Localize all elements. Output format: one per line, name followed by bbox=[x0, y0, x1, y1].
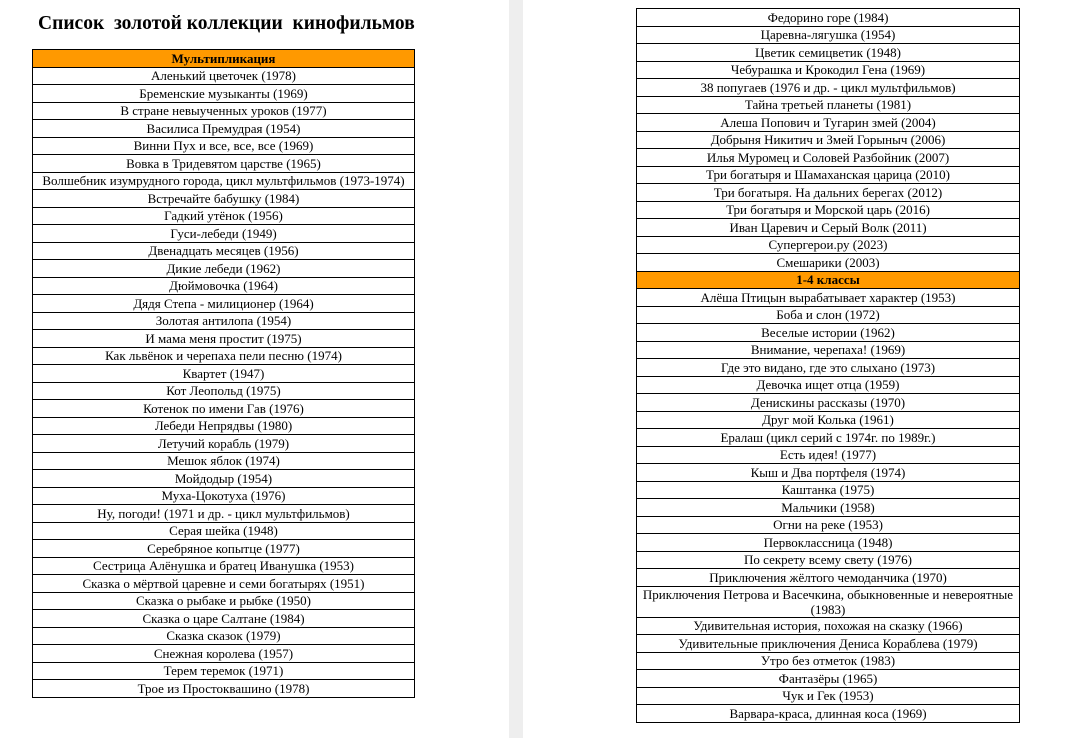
table-row bbox=[637, 324, 1020, 342]
table-row bbox=[33, 242, 415, 260]
table-row bbox=[637, 652, 1020, 670]
film-title-cell: 38 попугаев (1976 и др. - цикл мультфильмов) bbox=[637, 79, 1020, 97]
table-row bbox=[637, 236, 1020, 254]
film-title-cell: Бременские музыканты (1969) bbox=[33, 85, 415, 103]
table-row bbox=[637, 149, 1020, 167]
table-row bbox=[637, 670, 1020, 688]
film-table-left bbox=[32, 49, 415, 698]
film-title-cell: Где это видано, где это слыхано (1973) bbox=[637, 359, 1020, 377]
film-title-cell: Серебряное копытце (1977) bbox=[33, 540, 415, 558]
table-row bbox=[33, 295, 415, 313]
table-row bbox=[637, 569, 1020, 587]
table-row bbox=[33, 487, 415, 505]
film-title-cell: Три богатыря и Шамаханская царица (2010) bbox=[637, 166, 1020, 184]
table-row bbox=[637, 551, 1020, 569]
table-row bbox=[33, 102, 415, 120]
table-row bbox=[637, 394, 1020, 412]
film-title-cell: Алёша Птицын вырабатывает характер (1953) bbox=[637, 289, 1020, 307]
film-title-cell: Денискины рассказы (1970) bbox=[637, 394, 1020, 412]
table-row bbox=[637, 254, 1020, 272]
film-title-cell: Снежная королева (1957) bbox=[33, 645, 415, 663]
table-row bbox=[637, 464, 1020, 482]
table-row bbox=[33, 505, 415, 523]
table-row bbox=[33, 557, 415, 575]
film-title-cell: Трое из Простоквашино (1978) bbox=[33, 680, 415, 698]
film-title-cell: Волшебник изумрудного города, цикл мультфильмов (1973-1974) bbox=[33, 172, 415, 190]
page-gutter bbox=[509, 0, 523, 738]
table-row bbox=[33, 575, 415, 593]
film-title-cell: Кот Леопольд (1975) bbox=[33, 382, 415, 400]
film-title-cell: Удивительные приключения Дениса Кораблева (1979) bbox=[637, 635, 1020, 653]
table-row bbox=[637, 687, 1020, 705]
table-row bbox=[637, 289, 1020, 307]
table-row bbox=[33, 225, 415, 243]
film-title-cell: Сестрица Алёнушка и братец Иванушка (1953) bbox=[33, 557, 415, 575]
table-row bbox=[637, 114, 1020, 132]
film-title-cell: Варвара-краса, длинная коса (1969) bbox=[637, 705, 1020, 723]
film-title-cell: Мешок яблок (1974) bbox=[33, 452, 415, 470]
table-row bbox=[637, 96, 1020, 114]
table-row bbox=[33, 277, 415, 295]
table-row bbox=[33, 382, 415, 400]
table-row bbox=[637, 166, 1020, 184]
film-title-cell: Друг мой Колька (1961) bbox=[637, 411, 1020, 429]
film-title-cell: Три богатыря. На дальних берегах (2012) bbox=[637, 184, 1020, 202]
film-title-cell: Мойдодыр (1954) bbox=[33, 470, 415, 488]
table-row bbox=[33, 85, 415, 103]
film-title-cell: Лебеди Непрядвы (1980) bbox=[33, 417, 415, 435]
table-row bbox=[33, 260, 415, 278]
film-title-cell: Иван Царевич и Серый Волк (2011) bbox=[637, 219, 1020, 237]
document-title: Список золотой коллекции кинофильмов bbox=[38, 13, 415, 34]
film-title-cell: Котенок по имени Гав (1976) bbox=[33, 400, 415, 418]
table-row bbox=[33, 172, 415, 190]
film-title-cell: Добрыня Никитич и Змей Горыныч (2006) bbox=[637, 131, 1020, 149]
table-row bbox=[637, 635, 1020, 653]
table-row bbox=[33, 120, 415, 138]
table-row bbox=[33, 137, 415, 155]
table-row bbox=[637, 617, 1020, 635]
table-row bbox=[33, 540, 415, 558]
film-title-cell: Дядя Степа - милиционер (1964) bbox=[33, 295, 415, 313]
film-table-right bbox=[636, 8, 1020, 723]
film-title-cell: Летучий корабль (1979) bbox=[33, 435, 415, 453]
film-title-cell: Гуси-лебеди (1949) bbox=[33, 225, 415, 243]
film-title-cell: Встречайте бабушку (1984) bbox=[33, 190, 415, 208]
film-title-cell: Вовка в Тридевятом царстве (1965) bbox=[33, 155, 415, 173]
table-row bbox=[33, 312, 415, 330]
film-title-cell: Каштанка (1975) bbox=[637, 481, 1020, 499]
table-row bbox=[637, 534, 1020, 552]
table-row bbox=[637, 499, 1020, 517]
film-title-cell: Двенадцать месяцев (1956) bbox=[33, 242, 415, 260]
film-title-cell: Илья Муромец и Соловей Разбойник (2007) bbox=[637, 149, 1020, 167]
table-row bbox=[637, 376, 1020, 394]
film-title-cell: Утро без отметок (1983) bbox=[637, 652, 1020, 670]
table-row bbox=[637, 9, 1020, 27]
film-title-cell: Боба и слон (1972) bbox=[637, 306, 1020, 324]
film-title-cell: Серая шейка (1948) bbox=[33, 522, 415, 540]
film-title-cell: Девочка ищет отца (1959) bbox=[637, 376, 1020, 394]
table-row bbox=[637, 516, 1020, 534]
film-title-cell: Чук и Гек (1953) bbox=[637, 687, 1020, 705]
film-title-cell: Фантазёры (1965) bbox=[637, 670, 1020, 688]
film-title-cell: Приключения Петрова и Васечкина, обыкновенные и невероятные (1983) bbox=[637, 586, 1020, 617]
film-title-cell: Удивительная история, похожая на сказку (1966) bbox=[637, 617, 1020, 635]
film-title-cell: Есть идея! (1977) bbox=[637, 446, 1020, 464]
table-row bbox=[33, 470, 415, 488]
table-row bbox=[33, 365, 415, 383]
section-header: Мультипликация bbox=[33, 50, 415, 68]
film-title-cell: Федорино горе (1984) bbox=[637, 9, 1020, 27]
film-title-cell: Первоклассница (1948) bbox=[637, 534, 1020, 552]
table-row bbox=[33, 452, 415, 470]
table-row bbox=[33, 680, 415, 698]
film-title-cell: В стране невыученных уроков (1977) bbox=[33, 102, 415, 120]
film-title-cell: Как львёнок и черепаха пели песню (1974) bbox=[33, 347, 415, 365]
table-row bbox=[637, 201, 1020, 219]
film-title-cell: Приключения жёлтого чемоданчика (1970) bbox=[637, 569, 1020, 587]
film-title-cell: Веселые истории (1962) bbox=[637, 324, 1020, 342]
table-row bbox=[33, 592, 415, 610]
film-title-cell: Ну, погоди! (1971 и др. - цикл мультфильмов) bbox=[33, 505, 415, 523]
table-row bbox=[637, 359, 1020, 377]
table-row bbox=[637, 61, 1020, 79]
table-row bbox=[33, 207, 415, 225]
table-row bbox=[637, 481, 1020, 499]
film-title-cell: Внимание, черепаха! (1969) bbox=[637, 341, 1020, 359]
table-row bbox=[33, 400, 415, 418]
table-row bbox=[33, 662, 415, 680]
table-row bbox=[637, 26, 1020, 44]
film-title-cell: Винни Пух и все, все, все (1969) bbox=[33, 137, 415, 155]
film-title-cell: Дикие лебеди (1962) bbox=[33, 260, 415, 278]
film-title-cell: Аленький цветочек (1978) bbox=[33, 67, 415, 85]
table-row bbox=[33, 610, 415, 628]
table-row bbox=[637, 131, 1020, 149]
film-title-cell: Ералаш (цикл серий с 1974г. по 1989г.) bbox=[637, 429, 1020, 447]
table-row bbox=[637, 79, 1020, 97]
table-row bbox=[637, 429, 1020, 447]
film-title-cell: Золотая антилопа (1954) bbox=[33, 312, 415, 330]
table-row bbox=[33, 190, 415, 208]
table-row bbox=[33, 627, 415, 645]
table-row bbox=[637, 306, 1020, 324]
table-row bbox=[33, 645, 415, 663]
film-title-cell: Дюймовочка (1964) bbox=[33, 277, 415, 295]
table-row bbox=[33, 155, 415, 173]
film-title-cell: Чебурашка и Крокодил Гена (1969) bbox=[637, 61, 1020, 79]
film-title-cell: Царевна-лягушка (1954) bbox=[637, 26, 1020, 44]
film-title-cell: Кыш и Два портфеля (1974) bbox=[637, 464, 1020, 482]
table-row bbox=[33, 347, 415, 365]
page-left bbox=[0, 0, 509, 738]
table-row bbox=[637, 446, 1020, 464]
film-title-cell: Три богатыря и Морской царь (2016) bbox=[637, 201, 1020, 219]
film-title-cell: Терем теремок (1971) bbox=[33, 662, 415, 680]
table-row bbox=[33, 67, 415, 85]
film-title-cell: Муха-Цокотуха (1976) bbox=[33, 487, 415, 505]
table-row bbox=[637, 705, 1020, 723]
film-title-cell: Мальчики (1958) bbox=[637, 499, 1020, 517]
table-row bbox=[33, 417, 415, 435]
film-title-cell: Гадкий утёнок (1956) bbox=[33, 207, 415, 225]
film-title-cell: Сказка о мёртвой царевне и семи богатырях (1951) bbox=[33, 575, 415, 593]
film-title-cell: Смешарики (2003) bbox=[637, 254, 1020, 272]
section-header-row bbox=[33, 50, 415, 68]
table-row bbox=[637, 341, 1020, 359]
film-title-cell: Василиса Премудрая (1954) bbox=[33, 120, 415, 138]
table-row bbox=[637, 184, 1020, 202]
film-title-cell: Алеша Попович и Тугарин змей (2004) bbox=[637, 114, 1020, 132]
film-title-cell: Цветик семицветик (1948) bbox=[637, 44, 1020, 62]
section-header: 1-4 классы bbox=[637, 271, 1020, 289]
film-title-cell: Тайна третьей планеты (1981) bbox=[637, 96, 1020, 114]
table-row bbox=[33, 522, 415, 540]
table-row bbox=[637, 219, 1020, 237]
table-row bbox=[637, 411, 1020, 429]
film-title-cell: Огни на реке (1953) bbox=[637, 516, 1020, 534]
film-title-cell: Супергерои.ру (2023) bbox=[637, 236, 1020, 254]
table-row bbox=[637, 44, 1020, 62]
film-title-cell: Сказка о царе Салтане (1984) bbox=[33, 610, 415, 628]
film-title-cell: По секрету всему свету (1976) bbox=[637, 551, 1020, 569]
table-row bbox=[637, 586, 1020, 617]
table-row bbox=[33, 330, 415, 348]
film-title-cell: Сказка о рыбаке и рыбке (1950) bbox=[33, 592, 415, 610]
film-title-cell: И мама меня простит (1975) bbox=[33, 330, 415, 348]
section-header-row bbox=[637, 271, 1020, 289]
table-row bbox=[33, 435, 415, 453]
film-title-cell: Сказка сказок (1979) bbox=[33, 627, 415, 645]
film-title-cell: Квартет (1947) bbox=[33, 365, 415, 383]
